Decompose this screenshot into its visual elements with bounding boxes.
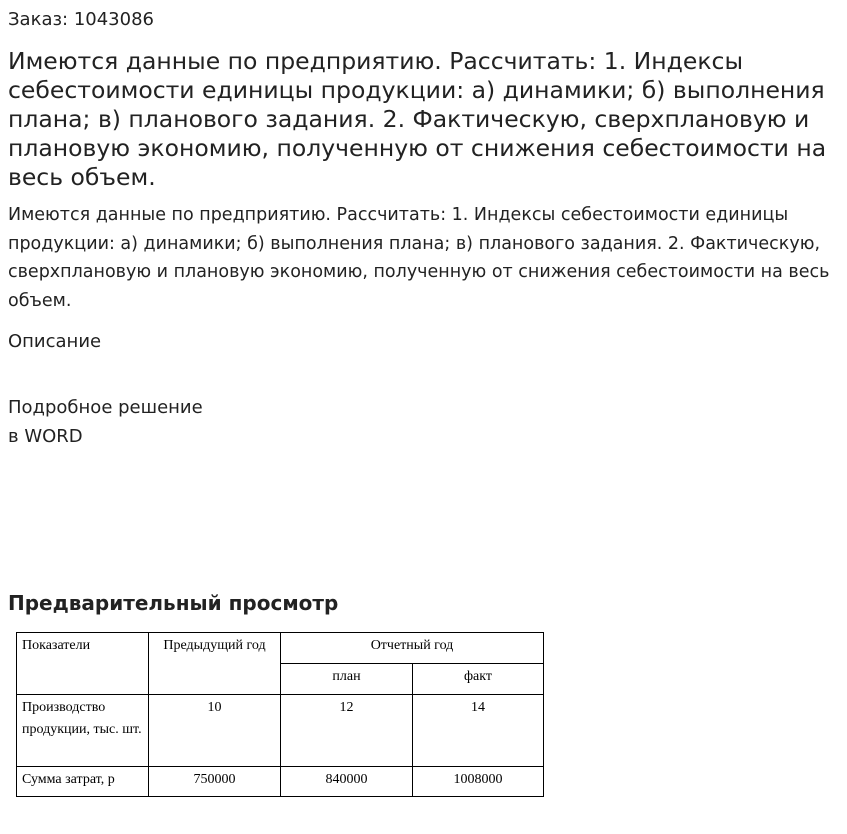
table-header-row (17, 633, 544, 664)
subheader-plan: план (281, 664, 413, 695)
solution-info (8, 393, 203, 451)
header-reporting-year: Отчетный год (281, 633, 544, 664)
header-previous-year: Предыдущий год (149, 633, 281, 695)
row-fact: 14 (413, 695, 544, 767)
row-fact: 1008000 (413, 767, 544, 797)
order-number: Заказ: 1043086 (8, 9, 154, 30)
subheader-fact: факт (413, 664, 544, 695)
row-plan: 840000 (281, 767, 413, 797)
task-description: Имеются данные по предприятию. Рассчитать: 1. Индексы себестоимости единицы продукции: а) динамики; б) выполнения плана; в) планового задания. 2. Фактическую, сверхплановую и плановую экономию, полученную от снижения себестоимости на весь объем. (8, 205, 830, 311)
page-title: Имеются данные по предприятию. Рассчитать: 1. Индексы себестоимости единицы продукции: а) динамики; б) выполнения плана; в) планового задания. 2. Фактическую, сверхплановую и плановую экономию, полученную от снижения себестоимости на весь объем. (8, 47, 827, 191)
table-row (17, 695, 544, 767)
preview-image (16, 632, 544, 797)
row-plan: 12 (281, 695, 413, 767)
row-previous: 750000 (149, 767, 281, 797)
row-previous: 10 (149, 695, 281, 767)
preview-table (16, 632, 544, 797)
row-name: Производство продукции, тыс. шт. (17, 695, 149, 767)
header-indicators: Показатели (17, 633, 149, 695)
table-row (17, 767, 544, 797)
solution-line-2: в WORD (8, 426, 83, 447)
solution-line-1: Подробное решение (8, 397, 203, 418)
row-name: Сумма затрат, р (17, 767, 149, 797)
preview-heading: Предварительный просмотр (8, 591, 339, 615)
description-label: Описание (8, 331, 102, 352)
